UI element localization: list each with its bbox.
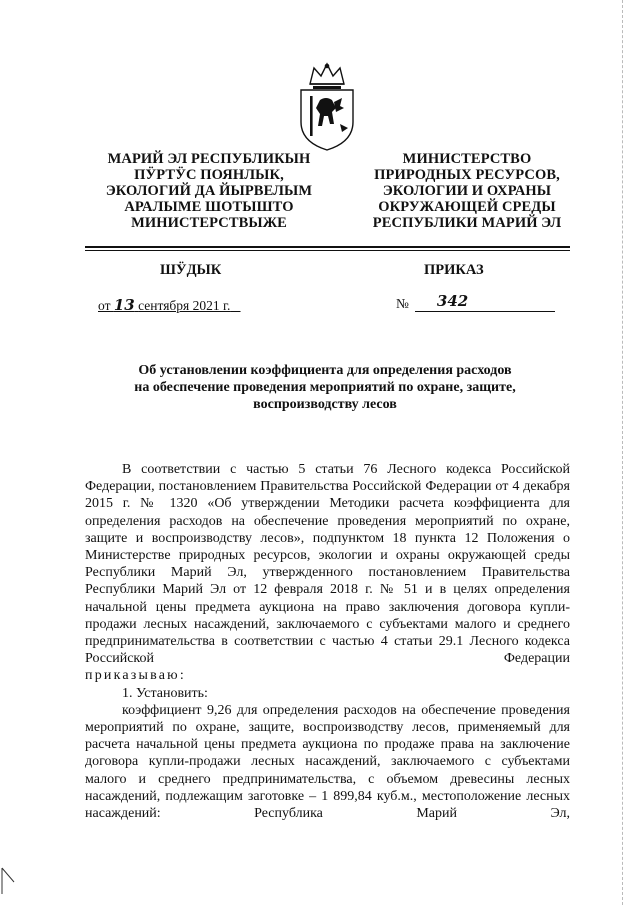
order-type-russian: ПРИКАЗ: [424, 262, 484, 278]
header-divider-thick: [85, 246, 570, 248]
coat-of-arms-emblem: [296, 62, 358, 152]
order-body: [85, 461, 570, 822]
date-month-year: сентября 2021 г.: [138, 298, 231, 313]
body-paragraph-coefficient: коэффициент 9,26 для определения расходов на обеспечение проведения мероприятий по охране, защите, воспроизводству лесов, применяемый для расчета начальной цены предмета аукциона по продаже права на заключение договора купли-продажи лесных насаждений, заключаемого с субъектами малого и среднего предпринимательства, с объемом древесины лесных насаждений, подлежащим заготовке – 1 899,84 куб.м., местоположение лесных насаждений: Республика Марий Эл,: [85, 702, 570, 822]
header-divider-thin: [85, 250, 570, 251]
order-date: [98, 296, 241, 314]
header-left-line-1: МАРИЙ ЭЛ РЕСПУБЛИКЫН: [107, 151, 311, 167]
number-label: №: [396, 296, 409, 311]
body-paragraph-preamble: В соответствии с частью 5 статьи 76 Лесного кодекса Российской Федерации, постановлением Правительства Российской Федерации от 4 декабря 2015 г. № 1320 «Об утверждении Методики расчета коэффициента для определения расходов на обеспечение проведения мероприятий по охране, защите и воспроизводству лесов», подпунктом 18 пункта 12 Положения о Министерстве природных ресурсов, экологии и охраны окружающей среды Республики Марий Эл, утвержденного постановлением Правительства Республики Марий Эл от 12 февраля 2018 г. № 51 и в целях определения начальной цены предмета аукциона на право заключения договора купли-продажи лесных насаждений, заключаемого с субъектами малого и среднего предпринимательства в соответствии с частью 4 статьи 29.1 Лесного кодекса Российской Федерации: [85, 462, 570, 667]
title-line-1: Об установлении коэффициента для определения расходов: [138, 363, 512, 378]
header-right-line-2: ПРИРОДНЫХ РЕСУРСОВ,: [374, 167, 560, 183]
header-left-line-2: ПӰРТӰС ПОЯНЛЫК,: [134, 167, 284, 183]
scan-edge-line: [622, 0, 624, 905]
number-field: [415, 292, 555, 312]
header-left-line-5: МИНИСТЕРСТВЫЖЕ: [131, 215, 287, 231]
order-number: [396, 292, 555, 312]
date-prefix: от: [98, 298, 111, 313]
body-item-1: 1. Установить:: [122, 685, 208, 701]
ministry-name-mari: [84, 151, 334, 231]
header-left-line-3: ЭКОЛОГИЙ ДА ЙЫРВЕЛЫМ: [105, 183, 313, 199]
scan-corner-mark: [0, 866, 20, 896]
title-line-3: воспроизводству лесов: [253, 397, 397, 412]
order-title: [110, 362, 540, 413]
header-right-line-1: МИНИСТЕРСТВО: [402, 151, 532, 167]
order-type-mari: ШӰДЫК: [160, 262, 222, 278]
header-left-line-4: АРАЛЫМЕ ШОТЫШТО: [124, 199, 294, 215]
header-right-line-5: РЕСПУБЛИКИ МАРИЙ ЭЛ: [372, 215, 562, 231]
date-day-handwritten: 13: [113, 296, 135, 314]
title-line-2: на обеспечение проведения мероприятий по охране, защите,: [134, 380, 516, 395]
header-right-line-3: ЭКОЛОГИИ И ОХРАНЫ: [382, 183, 552, 199]
header-right-line-4: ОКРУЖАЮЩЕЙ СРЕДЫ: [378, 199, 556, 215]
ministry-name-russian: [362, 151, 572, 231]
order-date-field: [98, 298, 241, 313]
body-order-verb: приказываю:: [85, 668, 186, 684]
number-handwritten: 342: [436, 292, 469, 310]
